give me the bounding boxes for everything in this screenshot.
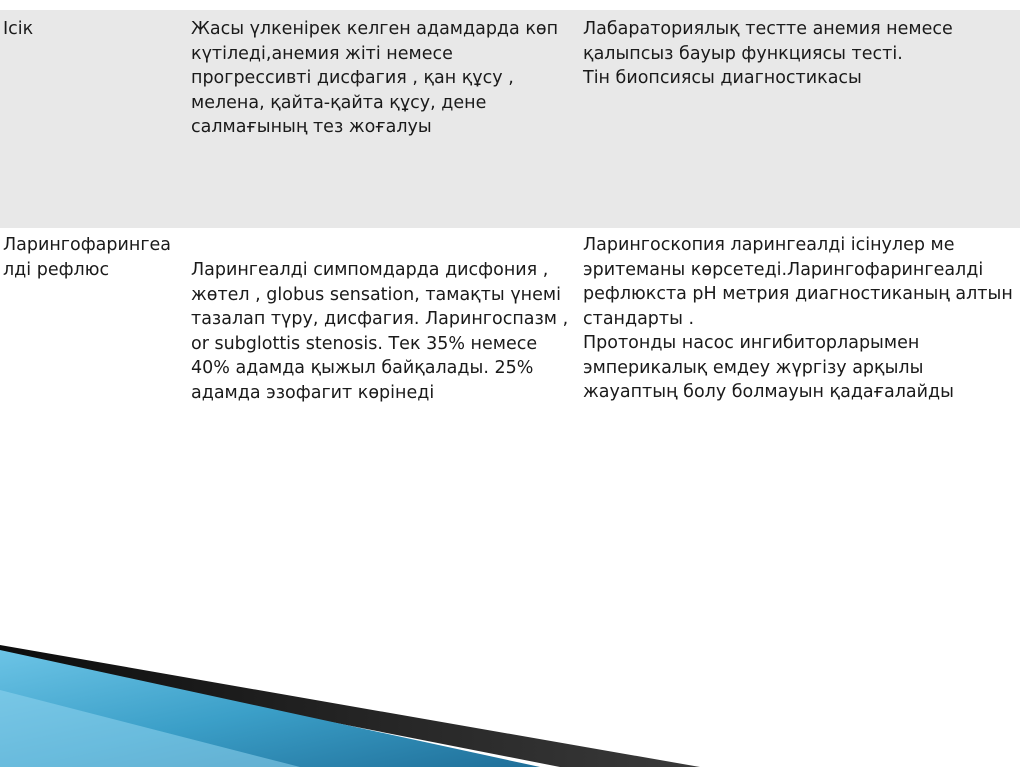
table-cell-diagnostics: Ларингоскопия ларингеалді ісінулер ме эритеманы көрсетеді.Ларингофарингеалді рефлюкста pH метрия диагностиканың алтын стандарты . Протонды насос ингибиторларымен эмперикалық емдеу жүргізу арқылы жауаптың болу болмауын қадағалайды [583,235,1013,402]
table-cell-condition: Ларингофарингеа лді рефлюс [3,235,172,280]
table-cell-symptoms: Жасы үлкенірек келген адамдарда көп күтіледі,анемия жіті немесе прогрессивті дисфагия , қан құсу , мелена, қайта-қайта құсу, дене салмағының тез жоғалуы [191,19,559,137]
table-cell-condition: Ісік [3,19,34,39]
table-row [0,10,1020,228]
table-cell-symptoms: Ларингеалді симпомдарда дисфония , жөтел , globus sensation, тамақты үнемі тазалап түру, дисфагия. Ларингоспазм , or subglottis stenosis. Тек 35% немесе 40% адамда қыжыл байқалады. 25% адамда эзофагит көрінеді [191,260,569,403]
table-row [0,228,1020,765]
table-cell-diagnostics: Лабараториялық тестте анемия немесе қалыпсыз бауыр функциясы тесті. Тін биопсиясы диагностикасы [583,19,953,88]
content-table [0,10,1020,765]
